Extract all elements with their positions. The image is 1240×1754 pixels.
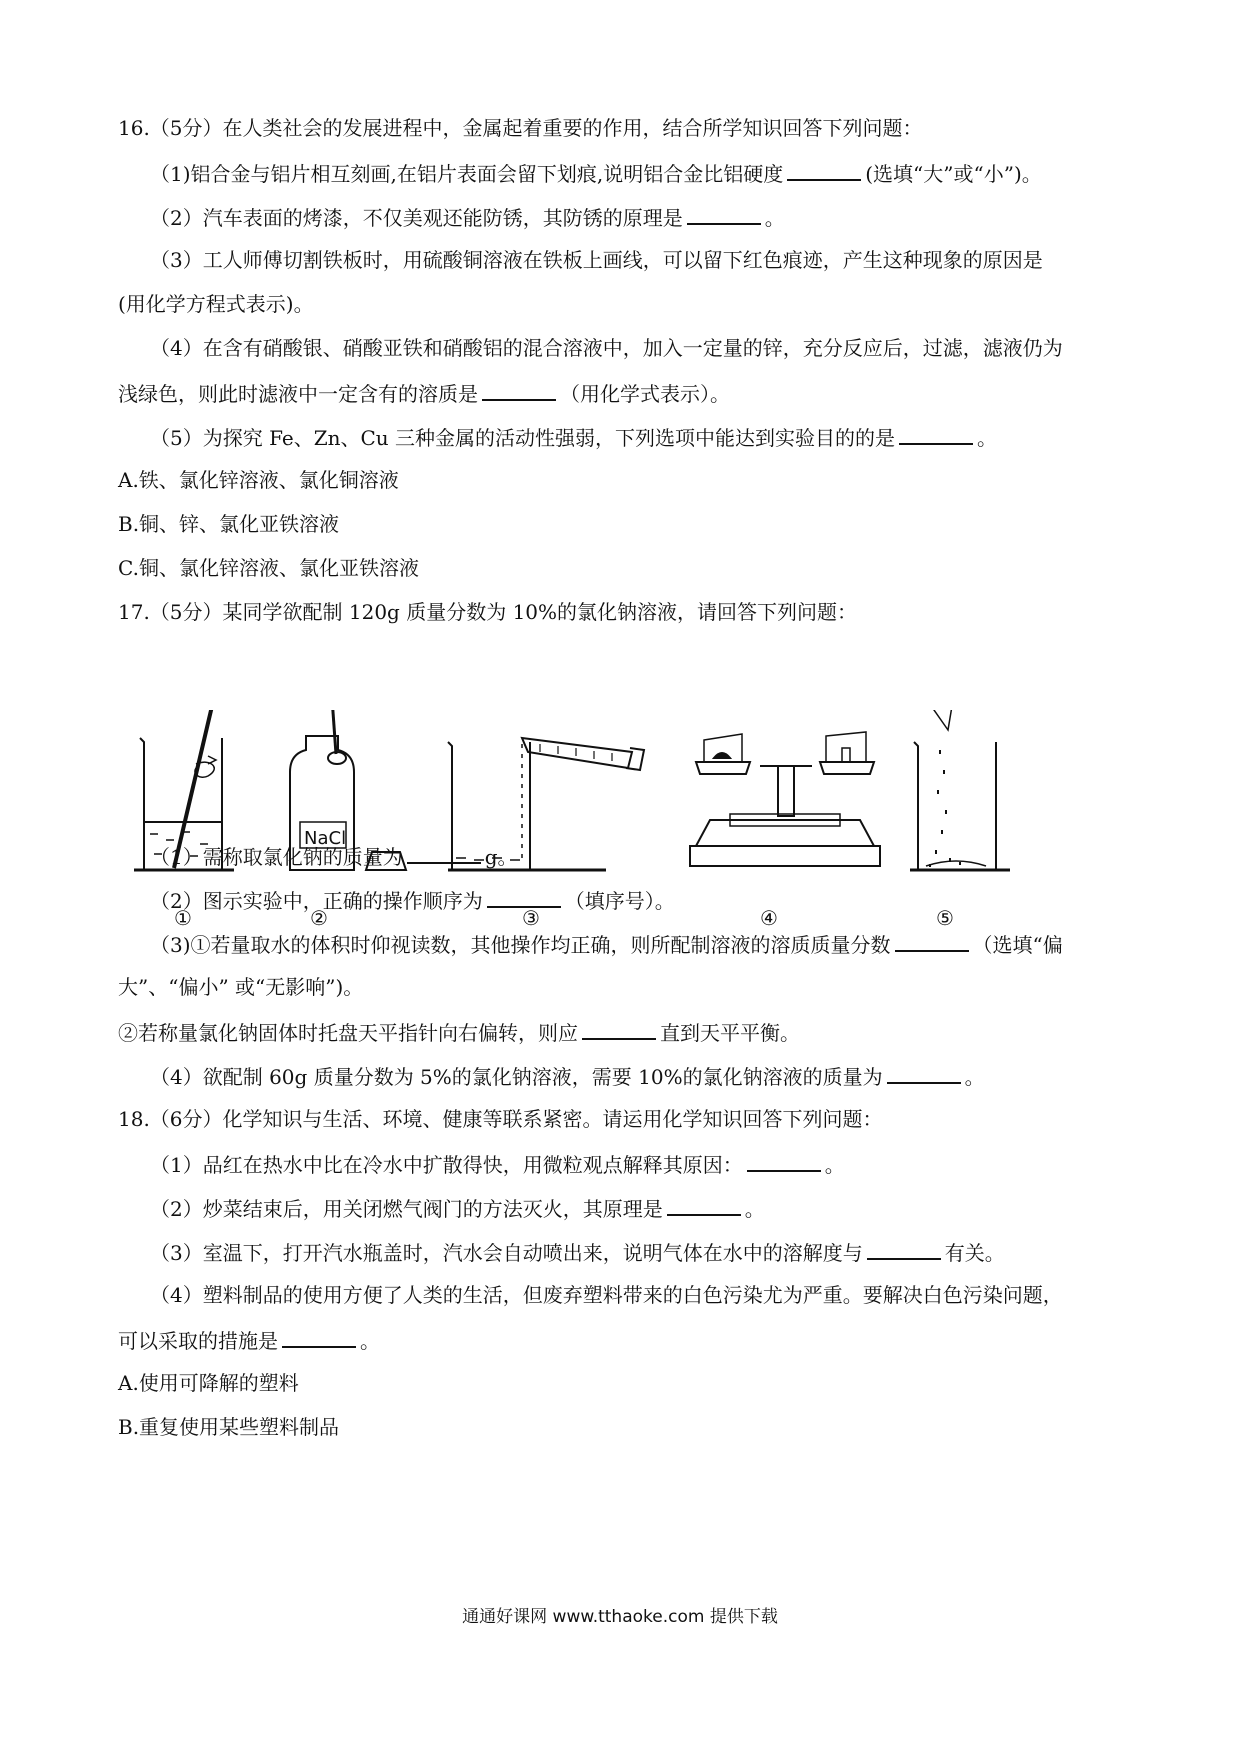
q16-part1-suffix: (选填“大”或“小”)。 bbox=[865, 162, 1042, 186]
answer-blank[interactable] bbox=[787, 157, 861, 181]
q16-part2-suffix: 。 bbox=[764, 206, 785, 230]
q16-option-b: B.铜、锌、氯化亚铁溶液 bbox=[118, 512, 340, 536]
answer-blank[interactable] bbox=[282, 1324, 356, 1348]
q18-part4: （4）塑料制品的使用方便了人类的生活，但废弃塑料带来的白色污染尤为严重。要解决白色污染问题， bbox=[150, 1283, 1063, 1307]
q17-part1-text: （1）需称取氯化钠的质量为 bbox=[150, 845, 403, 869]
q17-part1 bbox=[150, 840, 518, 872]
q18-part2-text: （2）炒菜结束后，用关闭燃气阀门的方法灭火，其原理是 bbox=[150, 1197, 663, 1221]
q18-part1-suffix: 。 bbox=[824, 1153, 845, 1177]
q17-part3-cont: 大”、“偏小” 或“无影响”)。 bbox=[118, 975, 364, 999]
figure-label-3: ③ bbox=[522, 906, 540, 930]
q16-part4-cont bbox=[118, 377, 730, 409]
q18-option-b: B.重复使用某些塑料制品 bbox=[118, 1415, 340, 1439]
q18-stem: 18.（6分）化学知识与生活、环境、健康等联系紧密。请运用化学知识回答下列问题： bbox=[118, 1107, 883, 1131]
q16-part3-cont: (用化学方程式表示)。 bbox=[118, 292, 314, 316]
q18-part4-cont bbox=[118, 1324, 380, 1356]
q17-part3-text: （3)①若量取水的体积时仰视读数，其他操作均正确，则所配制溶液的溶质质量分数 bbox=[150, 933, 891, 957]
answer-blank[interactable] bbox=[867, 1236, 941, 1260]
q18-part3-suffix: 有关。 bbox=[944, 1241, 1005, 1265]
q16-part1 bbox=[150, 157, 1042, 189]
q17-part4 bbox=[150, 1060, 985, 1092]
q17-part4-suffix: 。 bbox=[964, 1065, 985, 1089]
q17-part1-suffix: g。 bbox=[484, 845, 518, 869]
figure-label-2: ② bbox=[310, 906, 328, 930]
answer-blank[interactable] bbox=[667, 1192, 741, 1216]
answer-blank[interactable] bbox=[482, 377, 556, 401]
q16-part4-suffix: （用化学式表示）。 bbox=[560, 382, 730, 406]
balance-scale-icon bbox=[690, 732, 880, 866]
q16-part2-text: （2）汽车表面的烤漆，不仅美观还能防锈，其防锈的原理是 bbox=[150, 206, 683, 230]
answer-blank[interactable] bbox=[687, 201, 761, 225]
bottle-label: NaCl bbox=[304, 828, 347, 849]
adding-salt-icon bbox=[910, 710, 1010, 870]
q16-option-c: C.铜、氯化锌溶液、氯化亚铁溶液 bbox=[118, 556, 419, 580]
q16-part2 bbox=[150, 201, 785, 233]
q18-part3-text: （3）室温下，打开汽水瓶盖时，汽水会自动喷出来，说明气体在水中的溶解度与 bbox=[150, 1241, 863, 1265]
q16-option-a: A.铁、氯化锌溶液、氯化铜溶液 bbox=[118, 468, 399, 492]
q18-part1 bbox=[150, 1148, 845, 1180]
q16-part4: （4）在含有硝酸银、硝酸亚铁和硝酸铝的混合溶液中，加入一定量的锌，充分反应后，过滤，滤液仍为 bbox=[150, 336, 1063, 360]
q17-part2-suffix: （填序号）。 bbox=[564, 889, 675, 913]
q17-part3-suffix: （选填“偏 bbox=[972, 933, 1063, 957]
q16-part4-text: 浅绿色，则此时滤液中一定含有的溶质是 bbox=[118, 382, 478, 406]
answer-blank[interactable] bbox=[747, 1148, 821, 1172]
q18-part3 bbox=[150, 1236, 1005, 1268]
q18-part4-suffix: 。 bbox=[360, 1329, 380, 1353]
page-footer: 通通好课网 www.tthaoke.com 提供下载 bbox=[462, 1607, 778, 1627]
q16-part5 bbox=[150, 421, 997, 453]
answer-blank[interactable] bbox=[895, 928, 969, 952]
q17-part3 bbox=[150, 928, 1063, 960]
answer-blank[interactable] bbox=[582, 1016, 656, 1040]
figure-label-4: ④ bbox=[760, 906, 778, 930]
answer-blank[interactable] bbox=[887, 1060, 961, 1084]
q16-part3: （3）工人师傅切割铁板时，用硫酸铜溶液在铁板上画线，可以留下红色痕迹，产生这种现象的原因是 bbox=[150, 248, 1043, 272]
q18-part4-text: 可以采取的措施是 bbox=[118, 1329, 278, 1353]
q17-part4-text: （4）欲配制 60g 质量分数为 5%的氯化钠溶液，需要 10%的氯化钠溶液的质量为 bbox=[150, 1065, 883, 1089]
answer-blank[interactable] bbox=[899, 421, 973, 445]
q17-part3-sub2-suffix: 直到天平平衡。 bbox=[660, 1021, 800, 1045]
q18-part2-suffix: 。 bbox=[744, 1197, 765, 1221]
q16-stem: 16.（5分）在人类社会的发展进程中，金属起着重要的作用，结合所学知识回答下列问题： bbox=[118, 116, 923, 140]
q18-part1-text: （1）品红在热水中比在冷水中扩散得快，用微粒观点解释其原因： bbox=[150, 1153, 743, 1177]
q18-part2 bbox=[150, 1192, 765, 1224]
q17-part2 bbox=[150, 884, 675, 916]
q17-part3-sub2-text: ②若称量氯化钠固体时托盘天平指针向右偏转，则应 bbox=[118, 1021, 578, 1045]
q18-option-a: A.使用可降解的塑料 bbox=[118, 1371, 299, 1395]
q17-part3-sub2 bbox=[118, 1016, 800, 1048]
q17-stem: 17.（5分）某同学欲配制 120g 质量分数为 10%的氯化钠溶液，请回答下列问题： bbox=[118, 600, 858, 624]
answer-blank[interactable] bbox=[487, 884, 561, 908]
q16-part5-suffix: 。 bbox=[977, 426, 998, 450]
q16-part1-text: （1)铝合金与铝片相互刻画,在铝片表面会留下划痕,说明铝合金比铝硬度 bbox=[150, 162, 784, 186]
answer-blank[interactable] bbox=[407, 840, 481, 864]
figure-label-1: ① bbox=[174, 906, 192, 930]
q17-part2-text: （2）图示实验中，正确的操作顺序为 bbox=[150, 889, 483, 913]
figure-label-5: ⑤ bbox=[936, 906, 954, 930]
q16-part5-text: （5）为探究 Fe、Zn、Cu 三种金属的活动性强弱，下列选项中能达到实验目的的是 bbox=[150, 426, 896, 450]
